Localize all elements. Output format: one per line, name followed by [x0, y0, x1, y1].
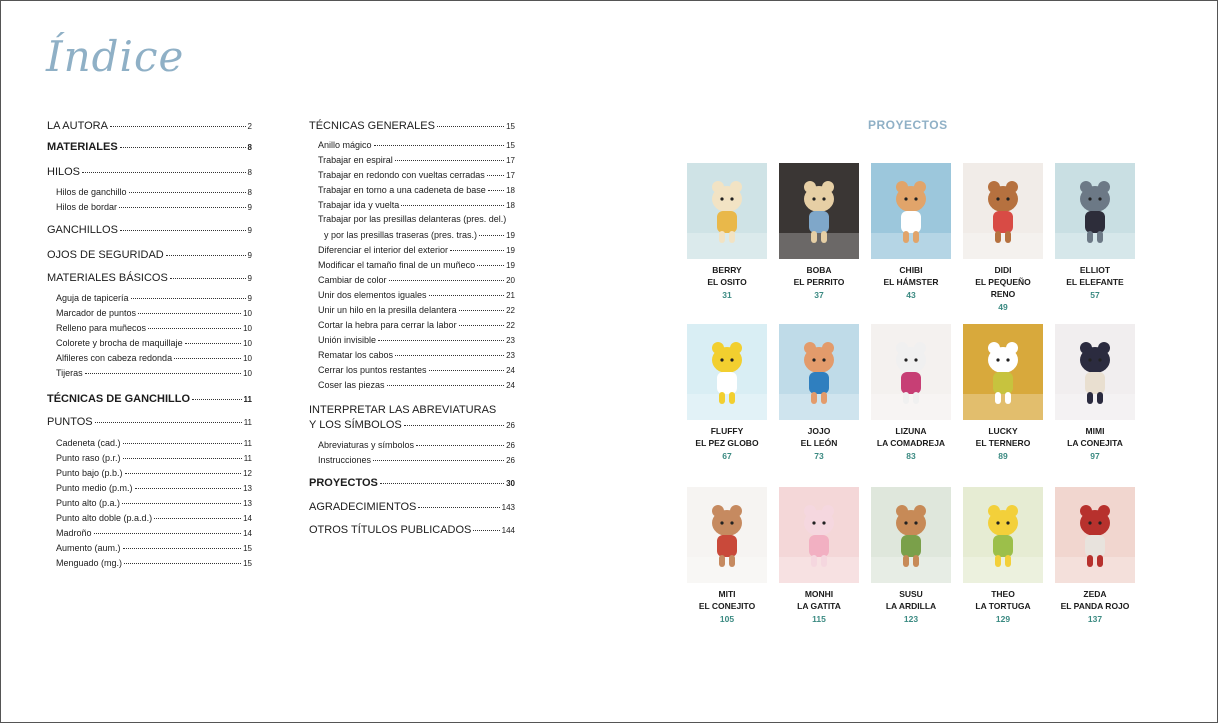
toc-entry	[309, 477, 515, 489]
toc-entry	[56, 543, 252, 553]
toc-entry	[318, 185, 515, 195]
project-subtitle: EL PANDA ROJO	[1060, 601, 1130, 611]
entry-page: 13	[243, 499, 252, 508]
project-subtitle: LA CONEJITA	[1067, 438, 1123, 448]
dot-leader	[459, 310, 505, 311]
entry-page: 19	[506, 246, 515, 255]
projects-heading: PROYECTOS	[868, 118, 948, 132]
project-name: BOBA	[806, 265, 832, 275]
toc-entry	[318, 260, 515, 270]
toc-entry	[47, 166, 252, 178]
project-name: DIDI	[994, 265, 1012, 275]
toc-entry	[47, 249, 252, 261]
dot-leader	[82, 172, 246, 173]
project-name: BERRY	[712, 265, 742, 275]
dot-leader	[404, 425, 504, 426]
project-card[interactable]	[1055, 324, 1135, 461]
project-photo[interactable]	[963, 487, 1043, 583]
toc-entry	[318, 455, 515, 465]
project-photo[interactable]	[687, 487, 767, 583]
dot-leader	[154, 518, 241, 519]
toc-entry	[318, 155, 515, 165]
project-page: 123	[903, 614, 919, 624]
dot-leader	[123, 458, 242, 459]
entry-label: Trabajar en espiral	[318, 155, 393, 165]
project-name: ELLIOT	[1079, 265, 1111, 275]
project-subtitle: EL HÁMSTER	[883, 277, 939, 287]
project-page: 97	[1090, 451, 1100, 461]
project-card[interactable]	[779, 163, 859, 300]
toc-entry	[56, 498, 252, 508]
entry-page: 2	[247, 122, 252, 131]
project-card[interactable]	[687, 487, 767, 624]
entry-label: Anillo mágico	[318, 140, 372, 150]
entry-label: Aguja de tapicería	[56, 293, 129, 303]
project-page: 57	[1090, 290, 1100, 300]
entry-label: Punto raso (p.r.)	[56, 453, 121, 463]
entry-page: 21	[506, 291, 515, 300]
project-name: MIMI	[1085, 426, 1105, 436]
entry-label: Diferenciar el interior del exterior	[318, 245, 449, 255]
dot-leader	[95, 422, 242, 423]
entry-label: Relleno para muñecos	[56, 323, 147, 333]
entry-page: 24	[506, 381, 515, 390]
project-photo[interactable]	[963, 324, 1043, 420]
toc-entry	[56, 528, 252, 538]
dot-leader	[450, 250, 504, 251]
entry-label: Cortar la hebra para cerrar la labor	[318, 320, 457, 330]
project-photo[interactable]	[779, 163, 859, 259]
project-subtitle: EL OSITO	[707, 277, 747, 287]
entry-page: 10	[243, 354, 252, 363]
entry-page: 24	[506, 366, 515, 375]
project-subtitle: LA ARDILLA	[885, 601, 937, 611]
project-card[interactable]	[963, 324, 1043, 461]
project-page: 67	[722, 451, 732, 461]
entry-label: Coser las piezas	[318, 380, 385, 390]
toc-entry	[318, 140, 515, 150]
dot-leader	[124, 563, 241, 564]
dot-leader	[166, 255, 246, 256]
entry-label: Y LOS SÍMBOLOS	[309, 419, 402, 431]
entry-label: Trabajar en torno a una cadeneta de base	[318, 185, 486, 195]
entry-page: 19	[506, 261, 515, 270]
entry-label: Unir un hilo en la presilla delantera	[318, 305, 457, 315]
project-photo[interactable]	[779, 487, 859, 583]
project-page: 83	[906, 451, 916, 461]
toc-entry	[47, 393, 252, 405]
project-card[interactable]	[871, 487, 951, 624]
entry-label: Instrucciones	[318, 455, 372, 465]
project-subtitle: EL ELEFANTE	[1066, 277, 1124, 287]
dot-leader	[488, 190, 504, 191]
project-page: 31	[722, 290, 732, 300]
toc-entry	[318, 365, 515, 375]
entry-label: Menguado (mg.)	[56, 558, 123, 568]
entry-page: 9	[247, 226, 252, 235]
project-card[interactable]	[963, 487, 1043, 624]
entry-page: 19	[506, 231, 515, 240]
dot-leader	[192, 399, 242, 400]
toc-entry	[56, 483, 252, 493]
dot-leader	[138, 313, 241, 314]
project-page: 105	[719, 614, 735, 624]
entry-label: PUNTOS	[47, 416, 93, 428]
project-subtitle: EL LEÓN	[800, 438, 838, 448]
entry-label: Aumento (aum.)	[56, 543, 121, 553]
project-name: LUCKY	[988, 426, 1018, 436]
project-name: FLUFFY	[710, 426, 744, 436]
entry-page: 30	[506, 479, 515, 488]
toc-entry	[56, 308, 252, 318]
project-name: MITI	[718, 589, 736, 599]
toc-entry	[56, 293, 252, 303]
dot-leader	[387, 385, 505, 386]
entry-page: 22	[506, 306, 515, 315]
entry-label: Unión invisible	[318, 335, 377, 345]
dot-leader	[122, 503, 241, 504]
entry-page: 11	[243, 395, 252, 404]
entry-page: 11	[243, 454, 252, 463]
dot-leader	[85, 373, 241, 374]
entry-page: 23	[506, 336, 515, 345]
project-name: THEO	[991, 589, 1015, 599]
entry-page: 18	[506, 186, 515, 195]
toc-entry	[318, 350, 515, 360]
dot-leader	[437, 126, 504, 127]
toc-entry	[318, 305, 515, 315]
project-name: ZEDA	[1083, 589, 1107, 599]
project-name: LIZUNA	[895, 426, 927, 436]
toc-entry	[56, 468, 252, 478]
dot-leader	[395, 160, 504, 161]
dot-leader	[110, 126, 246, 127]
entry-page: 9	[247, 203, 252, 212]
project-photo[interactable]	[1055, 324, 1135, 420]
entry-label: Cambiar de color	[318, 275, 387, 285]
project-photo[interactable]	[871, 487, 951, 583]
toc-entry	[318, 170, 515, 180]
project-photo[interactable]	[687, 324, 767, 420]
project-subtitle: LA GATITA	[797, 601, 841, 611]
dot-leader	[459, 325, 505, 326]
entry-label: Modificar el tamaño final de un muñeco	[318, 260, 476, 270]
index-title: Índice	[46, 32, 185, 81]
entry-label: MATERIALES BÁSICOS	[47, 272, 168, 284]
entry-page: 8	[247, 143, 252, 152]
project-card[interactable]	[1055, 487, 1135, 624]
dot-leader	[374, 145, 505, 146]
dot-leader	[120, 147, 246, 148]
entry-label: OJOS DE SEGURIDAD	[47, 249, 164, 261]
project-photo[interactable]	[871, 163, 951, 259]
entry-page: 10	[243, 369, 252, 378]
entry-label: LA AUTORA	[47, 120, 108, 132]
toc-entry	[318, 245, 515, 255]
dot-leader	[135, 488, 242, 489]
project-subtitle: EL TERNERO	[975, 438, 1031, 448]
toc-entry	[318, 275, 515, 285]
entry-page: 15	[506, 122, 515, 131]
project-page: 43	[906, 290, 916, 300]
entry-page: 11	[243, 418, 252, 427]
toc-entry	[47, 416, 252, 428]
dot-leader	[479, 235, 504, 236]
project-card[interactable]	[871, 163, 951, 300]
dot-leader	[380, 483, 504, 484]
toc-entry	[56, 513, 252, 523]
project-page: 49	[998, 302, 1008, 312]
project-page: 115	[812, 614, 826, 624]
project-page: 73	[814, 451, 824, 461]
entry-label: Colorete y brocha de maquillaje	[56, 338, 183, 348]
project-photo[interactable]	[1055, 163, 1135, 259]
entry-label: TÉCNICAS GENERALES	[309, 120, 435, 132]
dot-leader	[174, 358, 241, 359]
project-name: SUSU	[899, 589, 923, 599]
dot-leader	[129, 192, 246, 193]
dot-leader	[401, 205, 504, 206]
entry-label: y por las presillas traseras (pres. tras.)	[324, 230, 478, 240]
toc-entry	[318, 380, 515, 390]
entry-page: 9	[247, 274, 252, 283]
toc-entry	[318, 214, 515, 224]
toc-entry	[47, 120, 252, 132]
dot-leader	[473, 530, 499, 531]
entry-label: Hilos de bordar	[56, 202, 118, 212]
entry-page: 22	[506, 321, 515, 330]
toc-entry	[47, 224, 252, 236]
entry-label: PROYECTOS	[309, 477, 378, 489]
entry-page: 14	[243, 529, 252, 538]
entry-label: Trabajar por las presillas delanteras (pres. del.)	[318, 214, 507, 224]
toc-entry	[318, 320, 515, 330]
dot-leader	[170, 278, 246, 279]
project-card[interactable]	[687, 163, 767, 300]
project-photo[interactable]	[779, 324, 859, 420]
project-photo[interactable]	[687, 163, 767, 259]
dot-leader	[119, 207, 246, 208]
toc-entry	[309, 501, 515, 513]
toc-entry	[309, 404, 515, 416]
entry-page: 15	[243, 559, 252, 568]
project-page: 89	[998, 451, 1008, 461]
toc-entry	[56, 187, 252, 197]
entry-page: 17	[506, 156, 515, 165]
dot-leader	[148, 328, 241, 329]
entry-page: 144	[501, 526, 515, 535]
toc-entry	[309, 524, 515, 536]
project-name: MONHI	[804, 589, 834, 599]
project-subtitle: EL CONEJITO	[698, 601, 756, 611]
entry-page: 14	[243, 514, 252, 523]
project-card[interactable]	[871, 324, 951, 461]
dot-leader	[131, 298, 246, 299]
project-card[interactable]	[687, 324, 767, 461]
toc-entry	[318, 335, 515, 345]
project-page: 37	[814, 290, 824, 300]
toc-entry	[56, 368, 252, 378]
entry-label: Punto alto (p.a.)	[56, 498, 121, 508]
entry-label: Punto alto doble (p.a.d.)	[56, 513, 153, 523]
entry-page: 10	[243, 324, 252, 333]
project-photo[interactable]	[871, 324, 951, 420]
dot-leader	[395, 355, 504, 356]
dot-leader	[418, 507, 499, 508]
entry-page: 26	[506, 421, 515, 430]
project-card[interactable]	[779, 324, 859, 461]
project-subtitle: EL PEZ GLOBO	[695, 438, 759, 448]
entry-page: 9	[247, 294, 252, 303]
entry-page: 8	[247, 188, 252, 197]
entry-label: Punto bajo (p.b.)	[56, 468, 123, 478]
entry-page: 15	[243, 544, 252, 553]
dot-leader	[373, 460, 504, 461]
entry-label: Trabajar ida y vuelta	[318, 200, 400, 210]
toc-entry	[318, 290, 515, 300]
project-page: 129	[995, 614, 1011, 624]
toc-entry	[56, 202, 252, 212]
toc-entry	[309, 120, 515, 132]
toc-entry	[318, 200, 515, 210]
dot-leader	[429, 295, 505, 296]
entry-label: GANCHILLOS	[47, 224, 118, 236]
entry-page: 17	[506, 171, 515, 180]
entry-page: 143	[501, 503, 515, 512]
project-subtitle: LA COMADREJA	[876, 438, 946, 448]
toc-entry	[56, 453, 252, 463]
dot-leader	[120, 230, 246, 231]
entry-label: INTERPRETAR LAS ABREVIATURAS	[309, 404, 497, 416]
dot-leader	[378, 340, 504, 341]
entry-label: Alfileres con cabeza redonda	[56, 353, 173, 363]
dot-leader	[487, 175, 504, 176]
toc-entry	[324, 230, 515, 240]
toc-entry	[56, 323, 252, 333]
entry-label: Tijeras	[56, 368, 83, 378]
toc-entry	[318, 440, 515, 450]
project-subtitle: LA TORTUGA	[975, 601, 1031, 611]
project-name: JOJO	[807, 426, 831, 436]
entry-label: Trabajar en redondo con vueltas cerradas	[318, 170, 485, 180]
entry-page: 10	[243, 339, 252, 348]
project-card[interactable]	[963, 163, 1043, 312]
entry-page: 20	[506, 276, 515, 285]
entry-label: Unir dos elementos iguales	[318, 290, 427, 300]
dot-leader	[123, 548, 242, 549]
toc-entry	[56, 353, 252, 363]
project-card[interactable]	[779, 487, 859, 624]
entry-page: 11	[243, 439, 252, 448]
project-photo[interactable]	[963, 163, 1043, 259]
entry-label: TÉCNICAS DE GANCHILLO	[47, 393, 190, 405]
dot-leader	[94, 533, 242, 534]
entry-page: 8	[247, 168, 252, 177]
entry-label: Hilos de ganchillo	[56, 187, 127, 197]
entry-page: 26	[506, 456, 515, 465]
toc-entry	[47, 141, 252, 153]
entry-label: Cadeneta (cad.)	[56, 438, 121, 448]
entry-label: Marcador de puntos	[56, 308, 137, 318]
entry-page: 10	[243, 309, 252, 318]
project-card[interactable]	[1055, 163, 1135, 300]
project-page: 137	[1087, 614, 1103, 624]
entry-label: AGRADECIMIENTOS	[309, 501, 417, 513]
project-subtitle: EL PEQUEÑO RENO	[975, 277, 1031, 299]
project-name: CHIBI	[899, 265, 923, 275]
project-subtitle: EL PERRITO	[793, 277, 845, 287]
entry-page: 12	[243, 469, 252, 478]
entry-label: Punto medio (p.m.)	[56, 483, 133, 493]
toc-entry	[56, 438, 252, 448]
toc-entry	[56, 558, 252, 568]
dot-leader	[185, 343, 242, 344]
entry-label: Abreviaturas y símbolos	[318, 440, 415, 450]
dot-leader	[416, 445, 504, 446]
dot-leader	[123, 443, 242, 444]
entry-label: MATERIALES	[47, 141, 118, 153]
toc-entry	[47, 272, 252, 284]
entry-page: 23	[506, 351, 515, 360]
dot-leader	[477, 265, 504, 266]
toc-entry	[309, 419, 515, 431]
project-photo[interactable]	[1055, 487, 1135, 583]
entry-page: 9	[247, 251, 252, 260]
entry-page: 26	[506, 441, 515, 450]
dot-leader	[125, 473, 242, 474]
entry-label: OTROS TÍTULOS PUBLICADOS	[309, 524, 472, 536]
entry-page: 13	[243, 484, 252, 493]
entry-label: HILOS	[47, 166, 81, 178]
toc-entry	[56, 338, 252, 348]
dot-leader	[429, 370, 505, 371]
entry-page: 18	[506, 201, 515, 210]
entry-label: Madroño	[56, 528, 92, 538]
entry-label: Rematar los cabos	[318, 350, 394, 360]
dot-leader	[389, 280, 505, 281]
entry-page: 15	[506, 141, 515, 150]
entry-label: Cerrar los puntos restantes	[318, 365, 427, 375]
